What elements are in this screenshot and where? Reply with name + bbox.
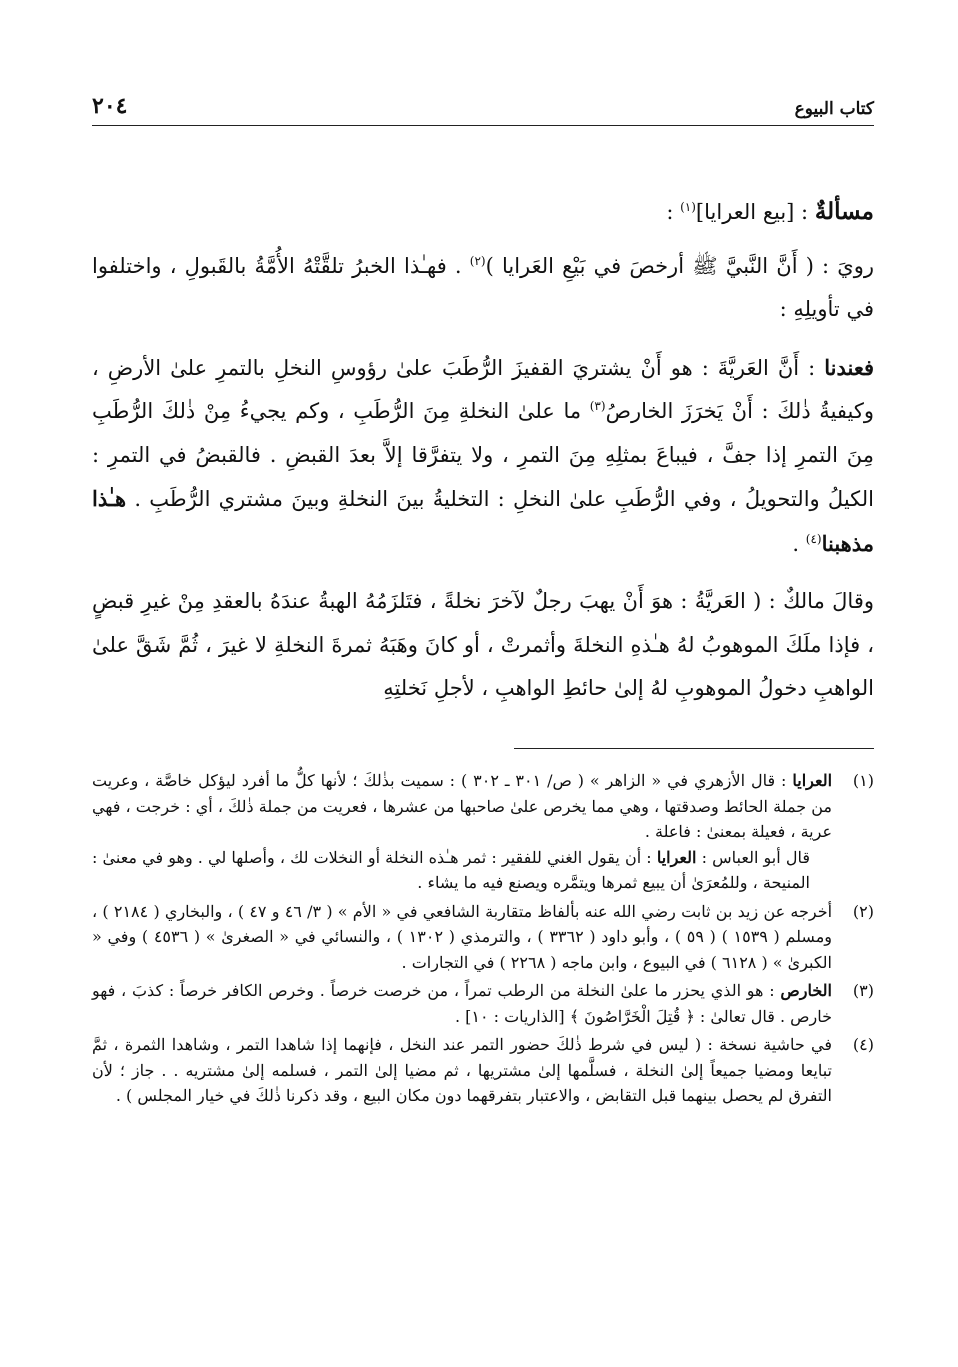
- footnote-marker-2[interactable]: (٢): [469, 253, 486, 268]
- footnote-separator: [514, 748, 874, 749]
- footnote-text-main: أخرجه عن زيد بن ثابت رضي الله عنه بألفاظ متقاربة الشافعي في « الأم » ( ٣/ ٤٦ و ٤٧ ) ، والبخاري ( ٢١٨٤ ) ، ومسلم ( ١٥٣٩ ) ( ٥٩ ) ، وأبو داود ( ٣٣٦٢ ) ، والترمذي ( ١٣٠٢ ) ، والنسائي في « الصغرىٰ » ( ٤٥٣٦ ) وفي « الكبرىٰ » ( ٦١٢٨ ) في البيوع ، وابن ماجه ( ٢٢٦٨ ) في التجارات .: [92, 901, 833, 972]
- footnote-marker-1[interactable]: (١): [680, 200, 696, 214]
- footnote-4: [92, 1032, 874, 1109]
- main-text: [92, 190, 874, 725]
- heading-colon-end: :: [666, 200, 681, 224]
- paragraph-riwaya: [92, 245, 874, 332]
- book-page: [92, 0, 874, 1367]
- footnote-text-main: : هو الذي يحزر ما علىٰ النخلة من الرطب تمراً ، من خرصت خرصاً . وخرص الكافر خرصاً : كذبَ ، فهو خارص . قال تعالىٰ : ﴿ قُتِلَ الْخَرَّاصُونَ ﴾ [الذاريات : ١٠] .: [92, 981, 832, 1026]
- footnote-text-main: : قال الأزهري في « الزاهر » ( ص/ ٣٠١ ـ ٣٠٢ ) : سميت بذٰلكَ ؛ لأنها كلُّ ما أفرد ليؤكل خاصَّة ، وعريت من جملة الحائط وصدقتها ، وهي مما يخرص علىٰ صاحبها من عشرها ، فعريت من جملة ذٰلكَ ، أي : خرجت ، فهي عرية ، فعيلة بمعنىٰ : فاعلة .: [92, 771, 832, 841]
- footnote-marker-4[interactable]: (٤): [805, 531, 822, 546]
- footnote-text-main: في حاشية نسخة : ( ليس في شرط ذٰلكَ حضور التمر عند النخل ، فإنهما إذا شاهدا التمر ، وشاهدا الثمرة ، ثمَّ تبايعا ومضيا جميعاً إلىٰ النخلة ، فسلَّمها إلىٰ مشتريها ، ثم مضيا إلىٰ التمر ، فسلمه إلىٰ مشتريه . . جاز ؛ لأن التفرق لم يحصل بينهما قبل التقابض ، والاعتبار بتفرقهما دون مكان البيع ، وقد ذكرنا ذٰلكَ في خيار المجلس ) .: [92, 1035, 832, 1105]
- masala-heading: [92, 190, 874, 235]
- footnote-3: [92, 978, 874, 1029]
- heading-topic: [بيع العرايا]: [695, 200, 795, 224]
- footnote-marker-3[interactable]: (٣): [589, 399, 606, 413]
- footnote-sub-lead: العرايا: [656, 847, 697, 867]
- footnote-number: (٤): [852, 1035, 874, 1054]
- paragraph-riwaya-text-a: رويَ : ( أَنَّ النَّبيَّ ﷺ أرخصَ في بَيْعِ العَرايا ): [485, 253, 875, 278]
- paragraph-riwaya-text-b: . فهـٰذا الخبرُ تلقَّتْهُ الأُمَّةُ بالقَبولِ ، واختلفوا في تأويلِهِ :: [92, 253, 874, 321]
- masala-word: مسألةٌ: [814, 198, 874, 225]
- footnote-body: [92, 1032, 832, 1109]
- page-header: [92, 92, 874, 126]
- footnote-body: [92, 978, 832, 1029]
- footnote-body: [92, 768, 832, 896]
- footnote-number: (٣): [852, 981, 874, 1000]
- paragraph-shafii-end: .: [792, 531, 806, 556]
- paragraph-shafii-lead: فعندنا: [824, 354, 874, 380]
- footnote-sub-text: : أن يقول الغني للفقير : ثمر هـٰذه النخلة أو النخلات لك ، وأصلها لي . وهو في معنىٰ : المنيحة ، وللمُعرَىٰ أن يبيع ثمرها ويتمَّره ويصنع فيه ما يشاء .: [92, 847, 810, 892]
- footnote-subparagraph: [92, 845, 832, 896]
- footnotes: [92, 768, 874, 1112]
- footnote-text: [92, 768, 832, 845]
- footnote-body: [92, 899, 832, 976]
- running-title: كتاب البيوع: [794, 99, 874, 119]
- paragraph-shafii: [92, 346, 874, 567]
- footnote-2: [92, 899, 874, 976]
- footnote-1: [92, 768, 874, 896]
- heading-colon: :: [794, 200, 815, 224]
- footnote-number: (١): [852, 771, 874, 790]
- footnote-lead: العرايا: [792, 771, 833, 790]
- footnote-lead: الخارص: [780, 981, 832, 1000]
- paragraph-shafii-text-a: : أَنَّ العَريَّةَ : هو أَنْ يشتريَ القفيزَ الرُّطَبَ علىٰ رؤوسِ النخلِ بالتمرِ علىٰ الأرضِ ، وكيفيةُ ذٰلكَ : أَنْ يَخرَزَ الخارصُ: [92, 355, 874, 423]
- paragraph-malik: [92, 580, 874, 711]
- footnote-number: (٢): [852, 901, 874, 921]
- paragraph-shafii-tail: هـٰذا مذهبنا: [92, 486, 874, 556]
- page-number: ٢٠٤: [92, 93, 128, 119]
- paragraph-malik-text: وقالَ مالكٌ : ( العَريَّةُ : هوَ أَنْ يهبَ رجلٌ لآخرَ نخلةً ، فتَلزَمُهُ الهبةُ عندَهُ بالعقدِ مِنْ غيرِ قبضٍ ، فإذا ملَكَ الموهوبُ لهُ هـٰذهِ النخلةَ وأثمرتْ ، أو كانَ وهَبَهُ ثمرةَ النخلةِ لا غيرَ ، ثُمَّ شَقَّ علىٰ الواهبِ دخولُ الموهوبِ لهُ إلىٰ حائطِ الواهبِ ، لأجلِ نَخلتِهِ: [92, 589, 874, 700]
- footnote-sub-pre: قال أبو العباس :: [696, 847, 810, 867]
- paragraph-shafii-text-b: ما علىٰ النخلةِ مِنَ الرُّطَبِ ، وكم يجيءُ مِنْ ذٰلكَ الرُّطَبِ مِنَ التمرِ إذا جفَّ ، فيباعَ بمثلِهِ مِنَ التمرِ ، ولا يتفرَّقا إلاَّ بعدَ القبضِ . فالقبضُ في التمرِ : الكيلُ والتحويلُ ، وفي الرُّطَبِ علىٰ النخلِ : التخليةُ بينَ النخلةِ وبينَ مشتري الرُّطَبِ .: [92, 399, 874, 511]
